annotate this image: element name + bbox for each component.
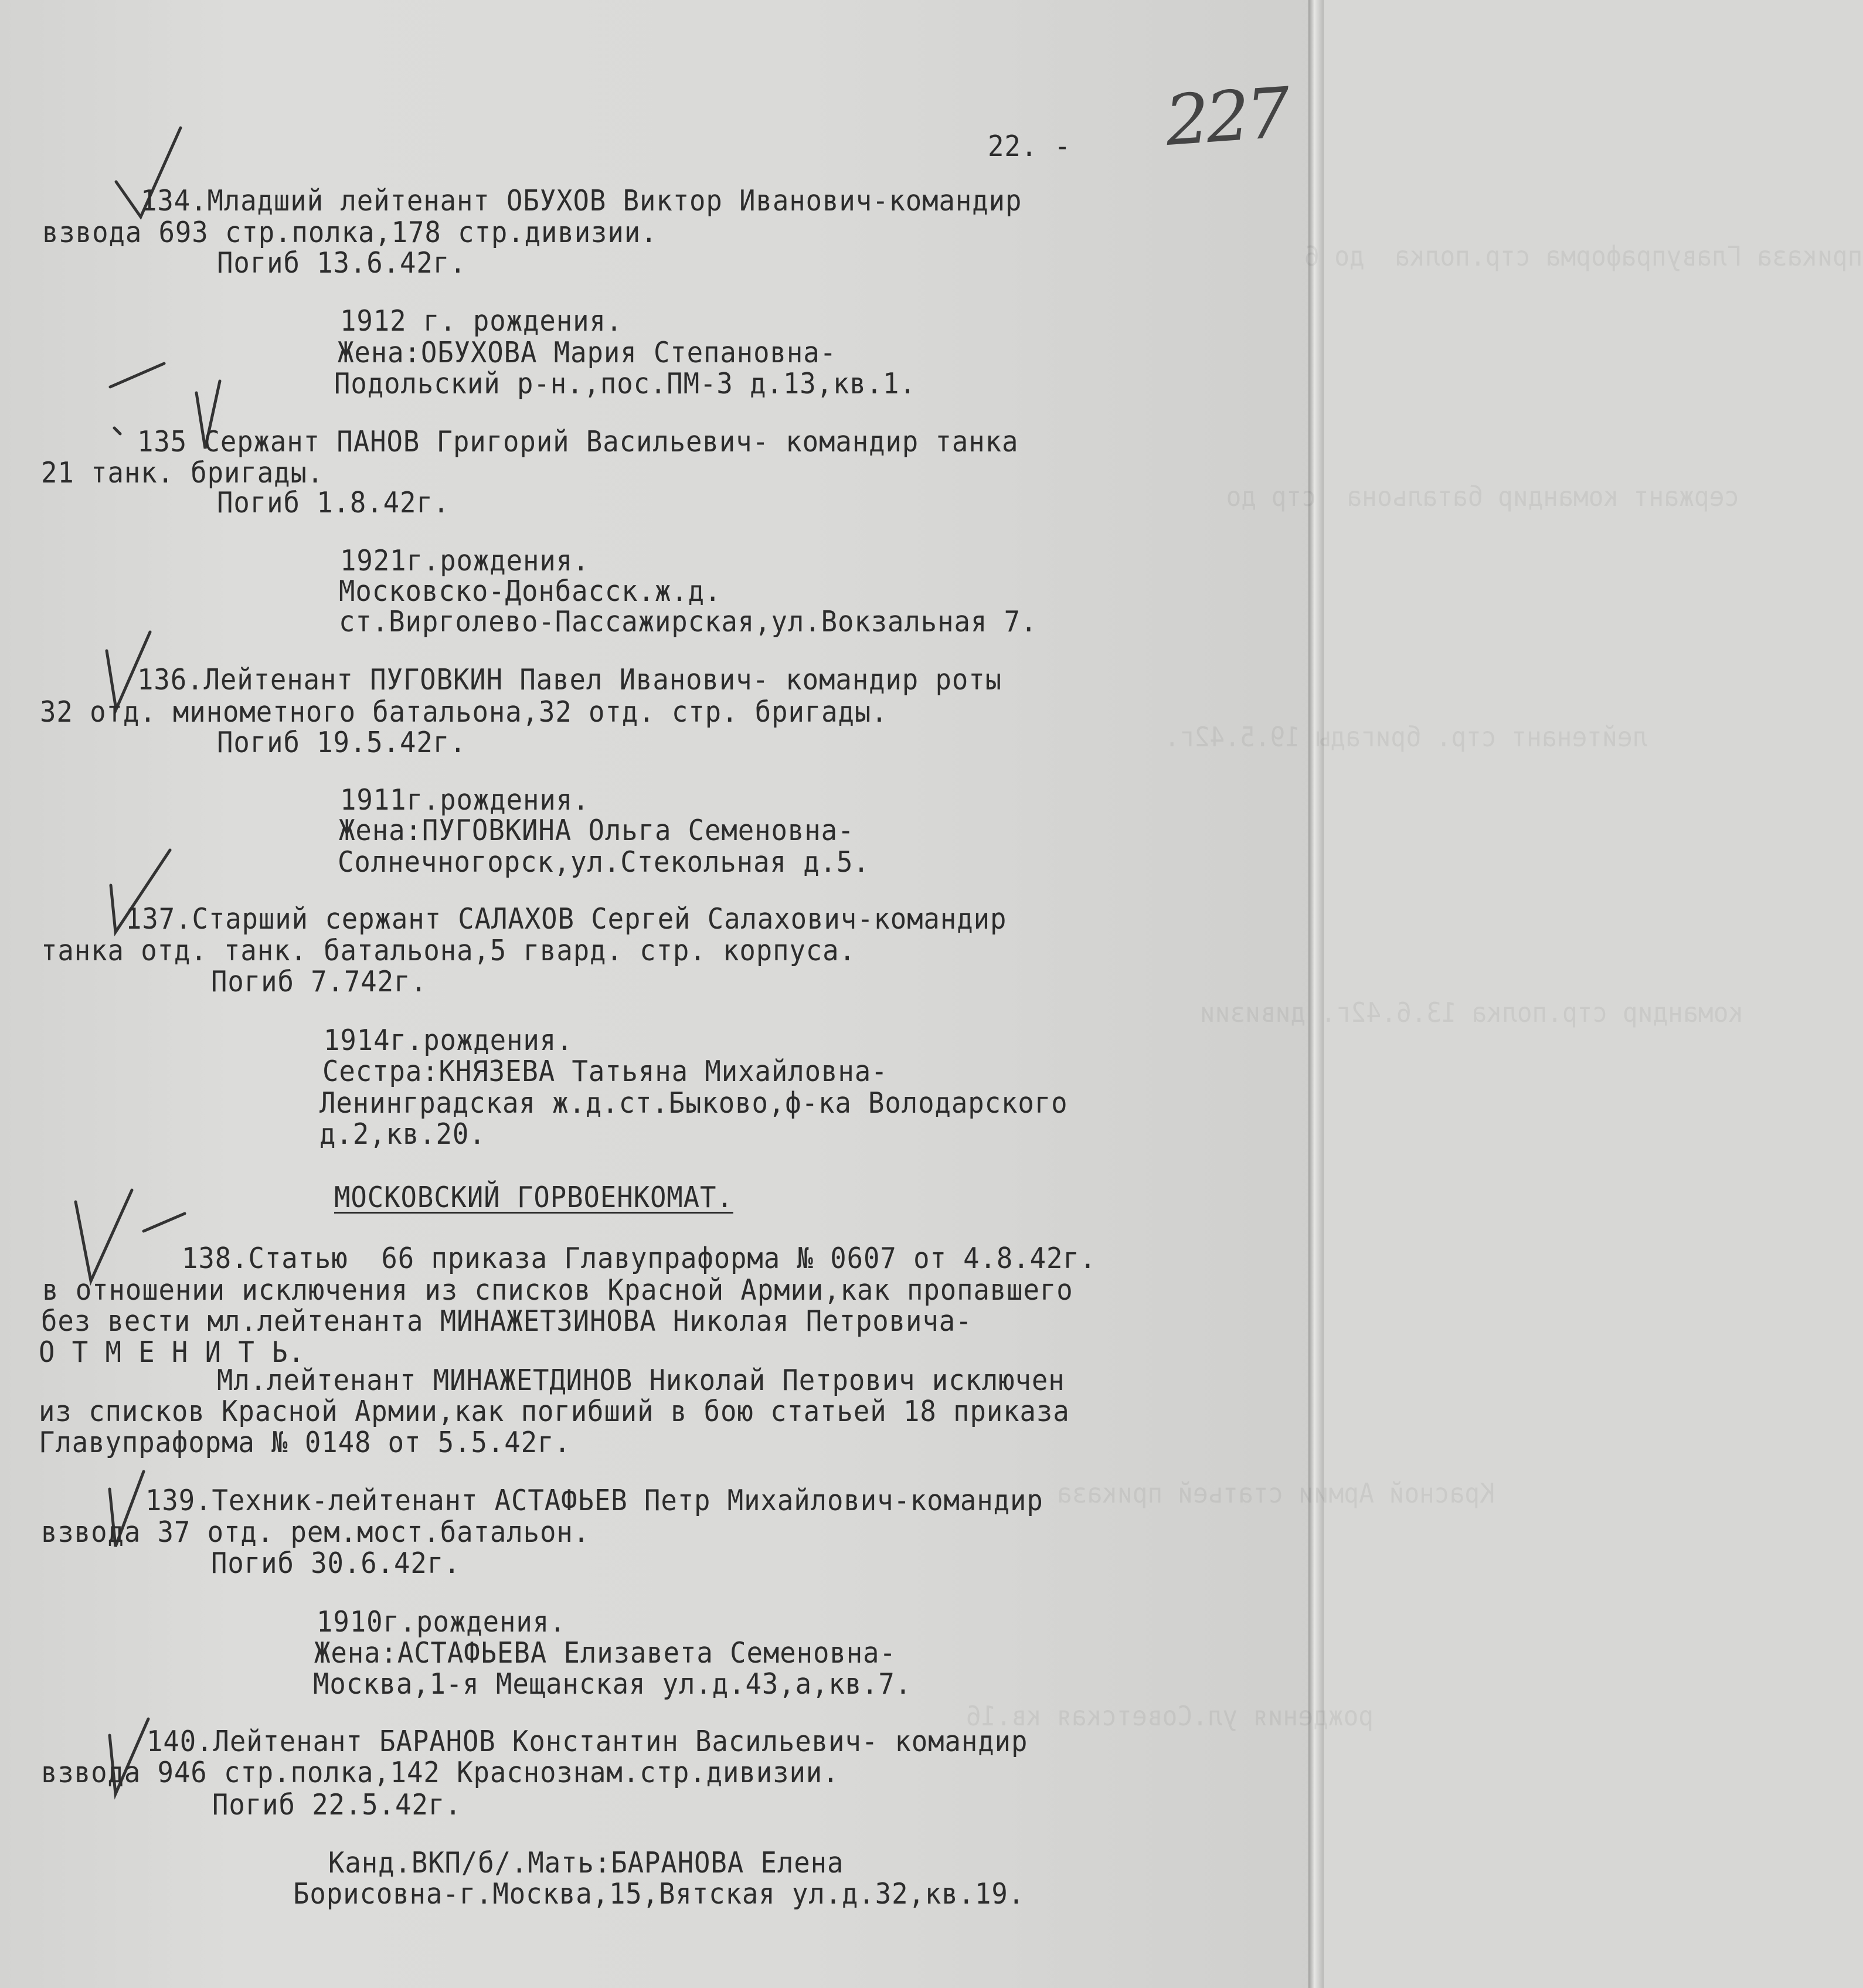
entry-136-address: Солнечногорск,ул.Стекольная д.5.: [338, 845, 870, 879]
entry-139-address: Москва,1-я Мещанская ул.д.43,а,кв.7.: [313, 1667, 912, 1701]
bleed-through: рождения ул.Советская кв.16: [966, 1700, 1374, 1732]
entry-134-line: 134.Младший лейтенант ОБУХОВ Виктор Иванович-командир: [141, 184, 1022, 218]
entry-138-line: 138.Статью 66 приказа Главупраформа № 0607 от 4.8.42г.: [182, 1242, 1097, 1275]
entry-137-line: танка отд. танк. батальона,5 гвард. стр. корпуса.: [41, 934, 856, 967]
entry-136-birth: 1911г.рождения.: [340, 783, 590, 817]
entry-137-line: 137.Старший сержант САЛАХОВ Сергей Салахович-командир: [125, 902, 1007, 936]
bleed-through: сержант командир батальона стр до: [1226, 481, 1740, 512]
entry-136-line: 136.Лейтенант ПУГОВКИН Павел Иванович- командир роты: [137, 663, 1002, 696]
entry-134-line: взвода 693 стр.полка,178 стр.дивизии.: [42, 216, 658, 249]
entry-139-death: Погиб 30.6.42г.: [211, 1547, 461, 1580]
entry-136-death: Погиб 19.5.42г.: [217, 726, 467, 759]
entry-140-address: Борисовна-г.Москва,15,Вятская ул.д.32,кв.19.: [293, 1877, 1025, 1911]
entry-140-death: Погиб 22.5.42г.: [212, 1788, 462, 1822]
archive-page-number: 227: [1162, 72, 1290, 162]
entry-138-cancel: О Т М Е Н И Т Ь.: [39, 1335, 305, 1369]
bleed-through: Красной Армии статьей приказа: [1057, 1477, 1495, 1509]
entry-139-birth: 1910г.рождения.: [317, 1605, 566, 1639]
entry-135-line: 135 Сержант ПАНОВ Григорий Васильевич- командир танка: [137, 425, 1019, 458]
entry-134-birth: 1912 г. рождения.: [340, 304, 623, 338]
entry-135-death: Погиб 1.8.42г.: [217, 486, 450, 519]
entry-139-line: взвода 37 отд. рем.мост.батальон.: [41, 1515, 590, 1549]
page-marker: 22. -: [988, 130, 1071, 163]
section-heading: МОСКОВСКИЙ ГОРВОЕНКОМАТ.: [334, 1181, 733, 1214]
entry-135-address: ст.Вирголево-Пассажирская,ул.Вокзальная 7.: [339, 605, 1038, 638]
entry-138-line: без вести мл.лейтенанта МИНАЖЕТЗИНОВА Николая Петровича-: [41, 1304, 973, 1338]
entry-136-line: 32 отд. минометного батальона,32 отд. стр. бригады.: [40, 695, 888, 729]
entry-140-relative: Канд.ВКП/б/.Мать:БАРАНОВА Елена: [328, 1846, 844, 1880]
entry-134-address: Подольский р-н.,пос.ПМ-3 д.13,кв.1.: [334, 367, 916, 400]
entry-136-relative: Жена:ПУГОВКИНА Ольга Семеновна-: [339, 814, 855, 847]
entry-139-line: 139.Техник-лейтенант АСТАФЬЕВ Петр Михайлович-командир: [145, 1484, 1043, 1517]
entry-137-death: Погиб 7.742г.: [211, 965, 427, 998]
entry-135-relative: Московско-Донбасск.ж.д.: [339, 575, 722, 608]
entry-135-birth: 1921г.рождения.: [340, 544, 590, 577]
entry-134-relative: Жена:ОБУХОВА Мария Степановна-: [338, 336, 837, 369]
entry-140-line: 140.Лейтенант БАРАНОВ Константин Васильевич- командир: [147, 1725, 1028, 1758]
entry-139-relative: Жена:АСТАФЬЕВА Елизавета Семеновна-: [314, 1636, 896, 1670]
entry-138-line: Мл.лейтенант МИНАЖЕТДИНОВ Николай Петрович исключен: [217, 1364, 1065, 1397]
entry-137-relative: Сестра:КНЯЗЕВА Татьяна Михайловна-: [322, 1055, 888, 1088]
entry-134-death: Погиб 13.6.42г.: [217, 246, 467, 280]
entry-137-address: д.2,кв.20.: [319, 1117, 486, 1151]
entry-138-line: Главупраформа № 0148 от 5.5.42г.: [39, 1426, 571, 1459]
entry-137-birth: 1914г.рождения.: [324, 1024, 573, 1057]
page-edge: [1308, 0, 1324, 1988]
entry-138-line: в отношении исключения из списков Красной Армии,как пропавшего: [42, 1273, 1073, 1307]
entry-137-address: Ленинградская ж.д.ст.Быково,ф-ка Володарского: [319, 1086, 1068, 1120]
bleed-through: командир стр.полка 13.6.42г. дивизии: [1200, 997, 1744, 1028]
entry-135-line: 21 танк. бригады.: [41, 456, 324, 490]
entry-138-line: из списков Красной Армии,как погибший в бою статьей 18 приказа: [39, 1395, 1070, 1428]
bleed-through: лейтенант стр. бригады 19.5.42г.: [1164, 721, 1648, 753]
entry-140-line: взвода 946 стр.полка,142 Краснознам.стр.дивизии.: [41, 1756, 839, 1789]
bleed-through: приказа Главупраформа стр.полка до 6: [1304, 240, 1863, 272]
